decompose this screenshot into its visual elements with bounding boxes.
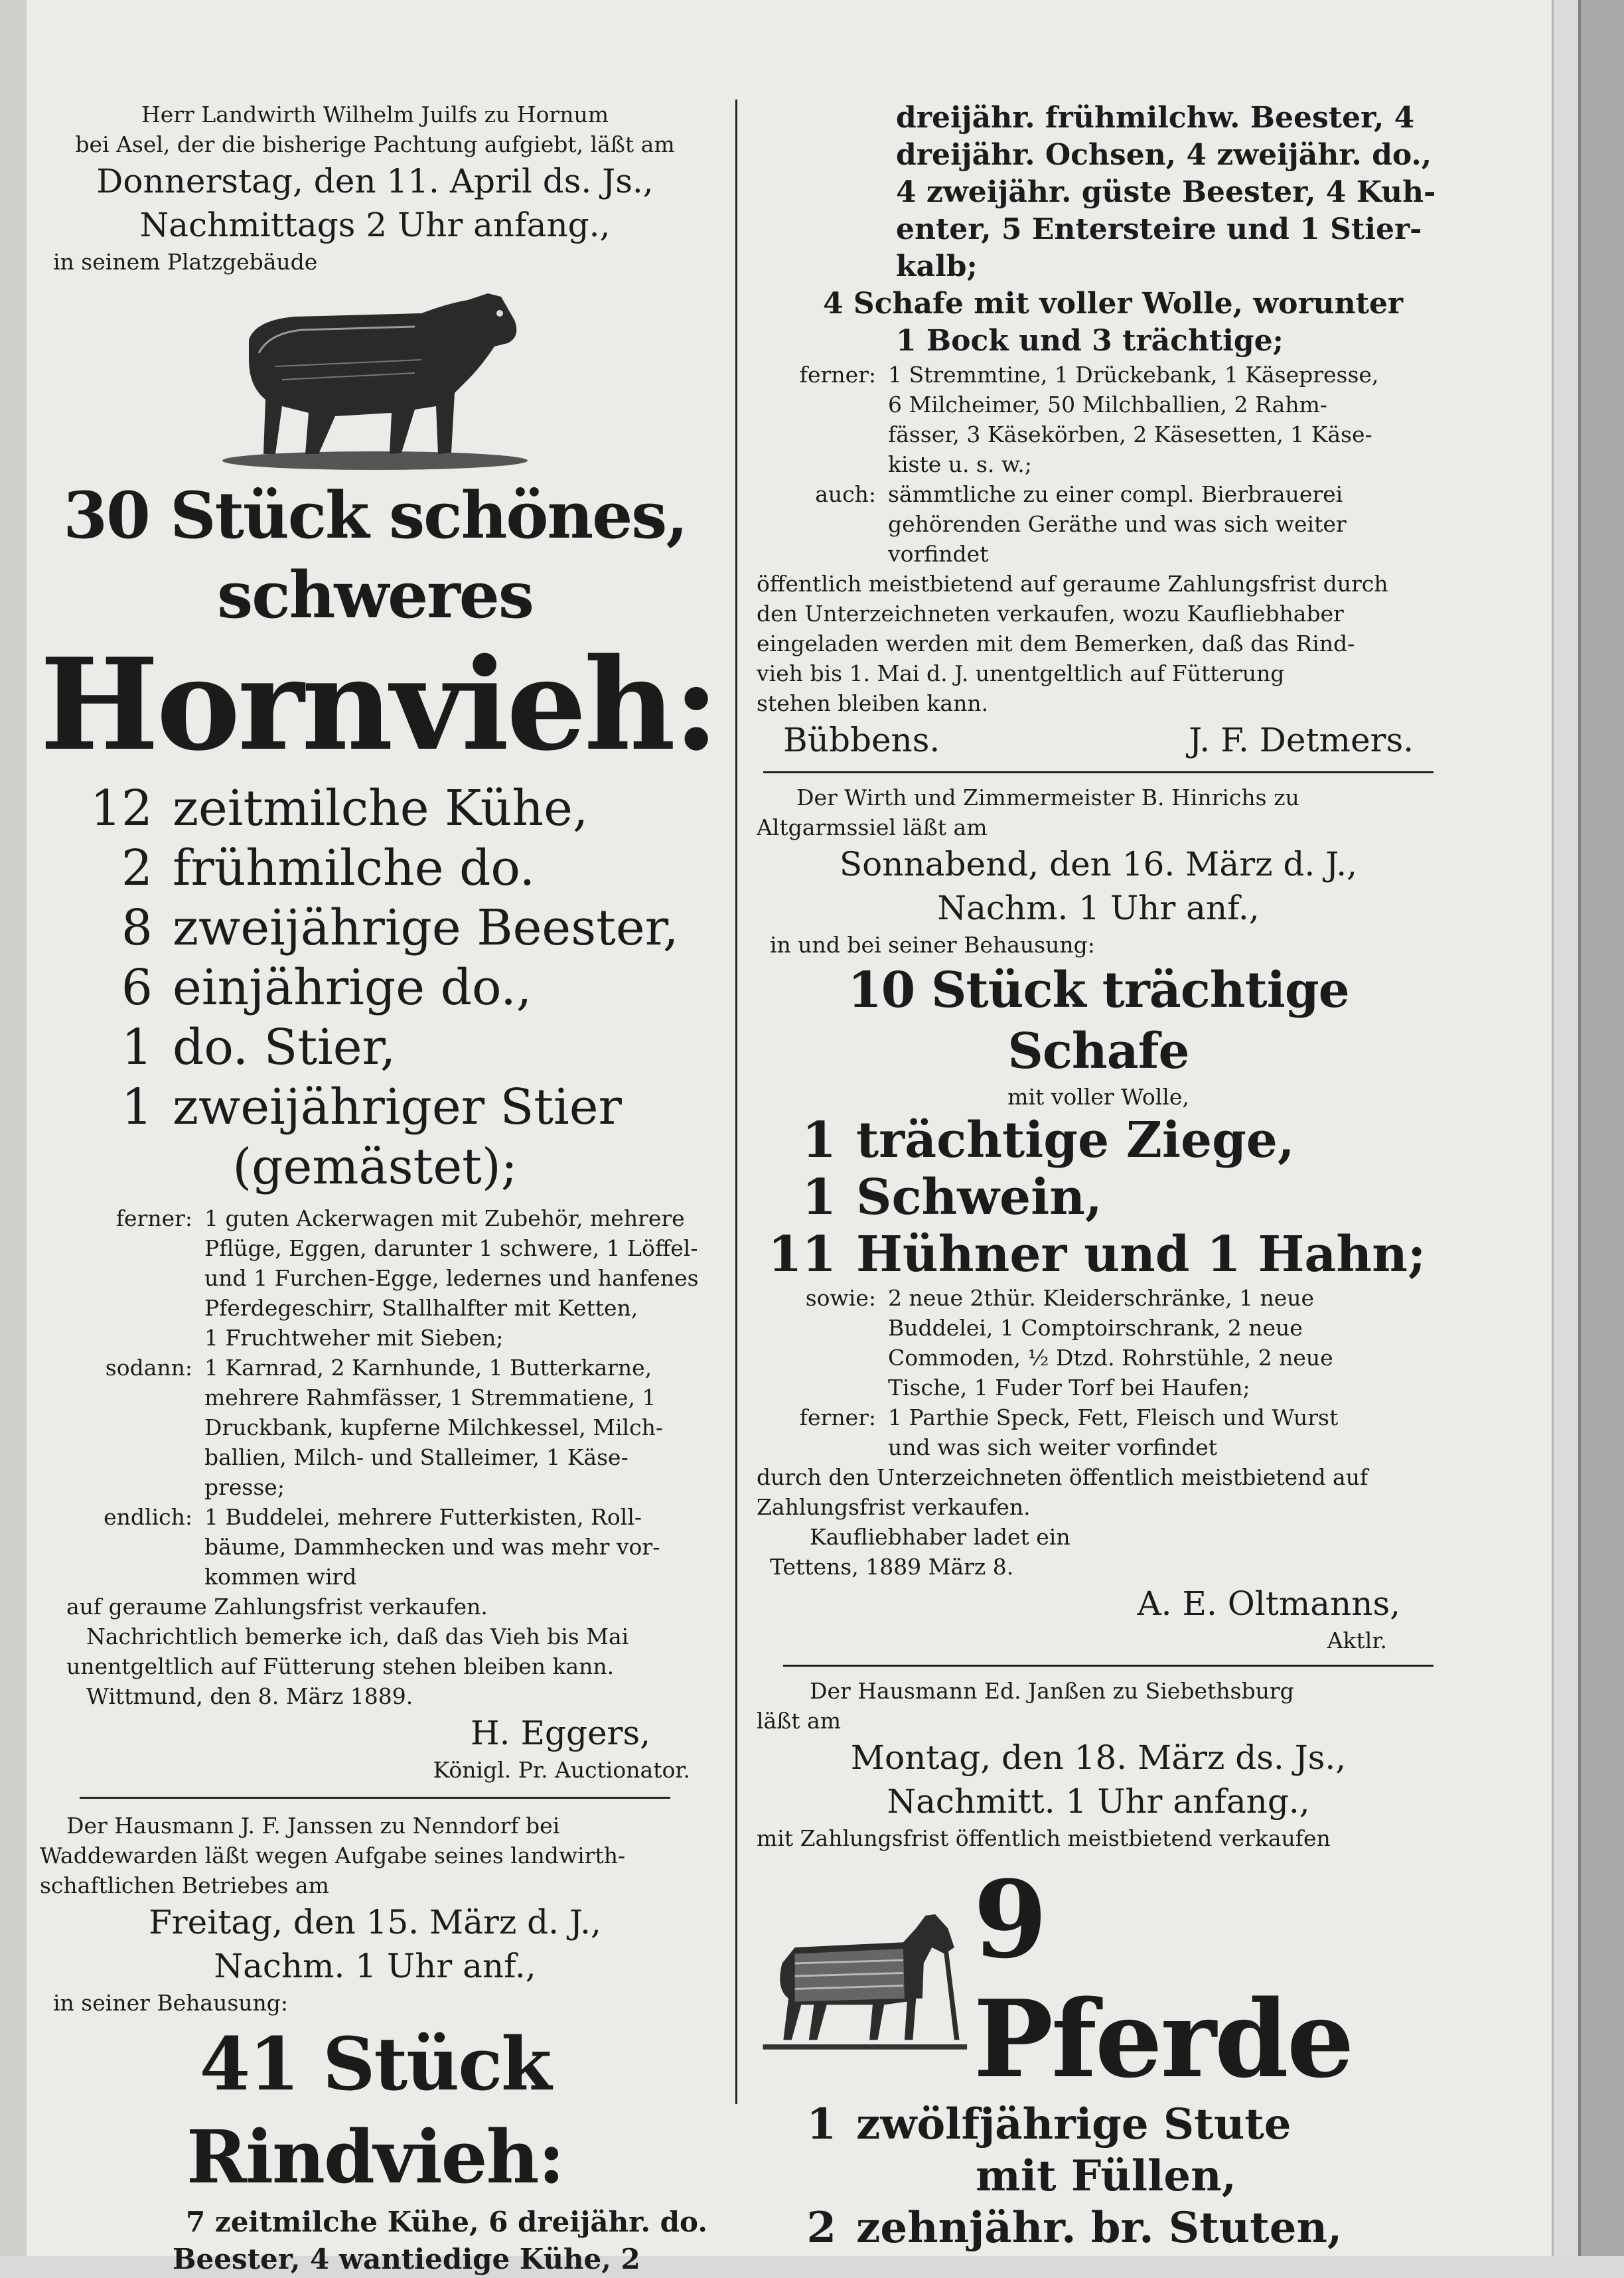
animal-row: mit Füllen, [976,2151,1236,2201]
signer-name: H. Eggers, [471,1714,650,1752]
horse-icon [757,1900,974,2059]
item-line: 4 Schafe mit voller Wolle, worunter [823,287,1404,321]
auction-time: Nachm. 1 Uhr anf., [937,889,1260,927]
item-line: vorfindet [888,541,989,567]
column-divider [735,100,737,2104]
auction-time: Nachmittags 2 Uhr anfang., [139,206,611,244]
pferde-headline-block [757,1857,1440,2101]
item-line: enter, 5 Entersteire und 1 Stier- [896,212,1422,246]
item-line: 7 zeitmilche Kühe, 6 dreijähr. do. [186,2206,707,2238]
ad-intro-line: Altgarmssiel läßt am [757,814,988,840]
item-group-sodann [40,1353,710,1502]
auction-date: Montag, den 18. März ds. Js., [850,1738,1347,1777]
ad-oltmanns [757,783,1440,1655]
animal-row: 1 trächtige Ziege, [802,1112,1295,1169]
cow-woodcut-image [40,277,710,476]
ad-eggers [40,100,717,1785]
closing-line: vieh bis 1. Mai d. J. unentgeltlich auf Fütterung [757,660,1285,686]
animal-row: 1 zwölfjährige Stute [806,2099,1292,2149]
item-line: bäume, Dammhecken und was mehr vor- [204,1534,660,1560]
item-line: Tische, 1 Fuder Torf bei Haufen; [888,1375,1250,1401]
item-line: kalb; [896,250,978,283]
item-line: 1 Bock und 3 trächtige; [896,324,1284,358]
closing-line: Wittmund, den 8. März 1889. [86,1683,413,1709]
closing-line: Nachrichtlich bemerke ich, daß das Vieh bis Mai [86,1624,629,1649]
closing-line: unentgeltlich auf Fütterung stehen bleiben kann. [66,1653,615,1679]
item-line: und 1 Furchen-Egge, ledernes und hanfenes [204,1265,699,1291]
closing-line: öffentlich meistbietend auf geraume Zahlungsfrist durch [757,571,1388,597]
auction-time: Nachm. 1 Uhr anf., [214,1947,536,1985]
animal-row: 11 Hühner und 1 Hahn; [768,1226,1426,1283]
ad-separator [763,771,1434,773]
auction-place: in und bei seiner Behausung: [770,932,1095,958]
signer-name: A. E. Oltmanns, [1137,1584,1400,1623]
item-line: Pferdegeschirr, Stallhalfter mit Ketten, [204,1295,638,1321]
animal-row-note: (gemästet); [232,1138,518,1195]
item-group-auch [757,479,1440,569]
auction-place: mit Zahlungsfrist öffentlich meistbietend verkaufen [757,1825,1331,1851]
signature-place: Bübbens. [783,721,940,759]
ad-intro-line: bei Asel, der die bisherige Pachtung aufgiebt, läßt am [75,131,675,157]
ad-intro-line: läßt am [757,1708,841,1734]
animal-row: 1 zweijähriger Stier [121,1079,622,1136]
item-line: 1 Parthie Speck, Fett, Fleisch und Wurst [888,1405,1339,1430]
item-line: ballien, Milch- und Stalleimer, 1 Käse- [204,1444,628,1470]
animal-row: 6 einjährige do., [121,959,532,1016]
cow-icon [202,280,548,473]
animal-row: 1 Schwein, [802,1169,1102,1226]
closing-line: Tettens, 1889 März 8. [770,1554,1014,1580]
ad-intro-line: Der Wirth und Zimmermeister B. Hinrichs zu [796,785,1299,810]
signature-row [757,718,1440,762]
animal-row: 2 frühmilche do. [121,840,536,897]
animal-row: 2 zehnjähr. br. Stuten, [806,2203,1343,2253]
item-group-label: auch: [815,481,876,507]
signer-title: Aktlr. [1327,1628,1387,1653]
animal-row: 12 zeitmilche Kühe, [90,780,589,837]
page-edge-strip [1552,0,1580,2256]
closing-line: den Unterzeichneten verkaufen, wozu Kaufliebhaber [757,601,1344,627]
ad-janssen [40,1811,710,2278]
item-line: 4 zweijähr. güste Beester, 4 Kuh- [896,175,1436,209]
left-page-edge [0,0,28,2256]
item-line: Druckbank, kupferne Milchkessel, Milch- [204,1414,664,1440]
closing-line: auf geraume Zahlungsfrist verkaufen. [66,1594,488,1620]
ad-headline: 10 Stück trächtige Schafe [848,962,1349,1080]
animal-list [40,779,710,1197]
page-edge-shadow [1578,0,1624,2256]
closing-line: stehen bleiben kann. [757,690,989,716]
item-line: 1 Stremmtine, 1 Drückebank, 1 Käsepresse, [888,362,1379,388]
item-group-label: ferner: [799,362,876,388]
item-line: gehörenden Geräthe und was sich weiter [888,511,1347,537]
closing-line: durch den Unterzeichneten öffentlich meistbietend auf [757,1464,1368,1490]
item-line: kommen wird [204,1564,357,1590]
item-line: Beester, 4 wantiedige Kühe, 2 [173,2243,640,2275]
animal-row: 1 do. Stier, [121,1019,396,1076]
item-line: 6 Milcheimer, 50 Milchballien, 2 Rahm- [888,392,1327,418]
item-line: sämmtliche zu einer compl. Bierbrauerei [888,481,1343,507]
ad-headline: 30 Stück schönes, schweres [63,478,687,633]
auction-place: in seinem Platzgebäude [53,249,318,275]
ad-intro-line: Waddewarden läßt wegen Aufgabe seines landwirth- [40,1843,626,1868]
left-column [40,100,717,2278]
closing-line: Zahlungsfrist verkaufen. [757,1494,1031,1520]
item-line: dreijähr. Ochsen, 4 zweijähr. do., [896,138,1432,172]
signer-name: J. F. Detmers. [1189,721,1414,759]
right-column [757,100,1440,2254]
item-line: 1 guten Ackerwagen mit Zubehör, mehrere [204,1205,685,1231]
ad-janssen-pferde [757,1676,1440,2254]
item-line: Commoden, ½ Dtzd. Rohrstühle, 2 neue [888,1345,1333,1371]
item-group-ferner [757,360,1440,479]
item-line: fässer, 3 Käsekörben, 2 Käsesetten, 1 Käse- [888,421,1372,447]
item-line: 2 neue 2thür. Kleiderschränke, 1 neue [888,1285,1315,1311]
ad-intro-line: Der Hausmann Ed. Janßen zu Siebethsburg [810,1678,1294,1704]
ad-intro-line: schaftlichen Betriebes am [40,1872,329,1898]
item-group-label: sodann: [105,1355,192,1381]
item-group-ferner [40,1203,710,1353]
item-group-label: ferner: [799,1405,876,1430]
animal-row: 8 zweijährige Beester, [121,899,679,956]
item-group-endlich [40,1502,710,1592]
item-line: 1 Fruchtweher mit Sieben; [204,1325,504,1351]
auction-date: Sonnabend, den 16. März d. J., [839,845,1358,883]
ad-separator [783,1665,1434,1667]
item-line: Pflüge, Eggen, darunter 1 schwere, 1 Löffel- [204,1235,698,1261]
item-line: mehrere Rahmfässer, 1 Stremmatiene, 1 [204,1385,656,1410]
item-line: 1 Buddelei, mehrere Futterkisten, Roll- [204,1504,642,1530]
item-line: presse; [204,1474,285,1500]
ad-detmers [757,100,1440,762]
auction-place: in seiner Behausung: [53,1990,289,2016]
auction-date: Freitag, den 15. März d. J., [149,1903,601,1941]
item-group-label: sowie: [805,1285,876,1311]
item-line: dreijähr. frühmilchw. Beester, 4 [896,101,1415,135]
signer-title: Königl. Pr. Auctionator. [433,1757,690,1783]
ad-intro-line: Herr Landwirth Wilhelm Juilfs zu Hornum [141,102,609,127]
ad-intro-line: Der Hausmann J. F. Janssen zu Nenndorf bei [66,1813,560,1839]
ad-huge-title: Hornvieh: [40,631,717,779]
item-group-label: endlich: [104,1504,192,1530]
ad-subline: mit voller Wolle, [1007,1084,1189,1110]
item-group-sowie [757,1283,1440,1403]
auction-time: Nachmitt. 1 Uhr anfang., [887,1782,1310,1821]
item-line: kiste u. s. w.; [888,451,1032,477]
auction-date: Donnerstag, den 11. April ds. Js., [96,162,654,200]
item-group-label: ferner: [115,1205,192,1231]
item-line: 1 Karnrad, 2 Karnhunde, 1 Butterkarne, [204,1355,652,1381]
item-group-ferner [757,1403,1440,1462]
ad-separator [80,1797,670,1799]
ad-headline: 9 Pferde [973,1857,1353,2101]
closing-line: Kaufliebhaber ladet ein [810,1524,1070,1550]
closing-line: eingeladen werden mit dem Bemerken, daß das Rind- [757,631,1355,656]
item-line: und was sich weiter vorfindet [888,1434,1218,1460]
item-line: Buddelei, 1 Comptoirschrank, 2 neue [888,1315,1303,1341]
ad-headline: 41 Stück Rindvieh: [186,2021,564,2200]
